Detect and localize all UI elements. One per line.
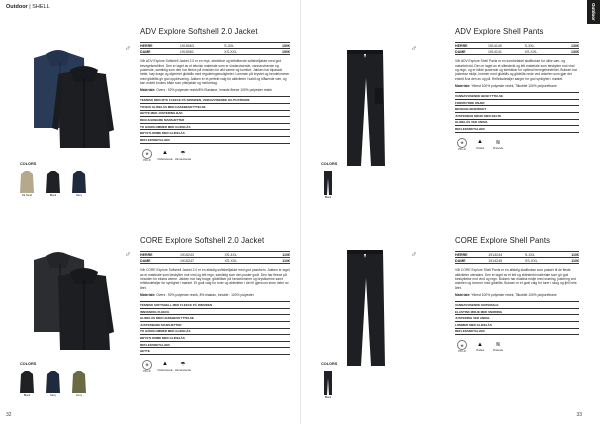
section-header	[6, 4, 50, 10]
feature-item: TEKNISK MED MYK FLEECE PÅ INNSIDEN, VINDAVVISENDE OG PUSTENDE	[140, 96, 290, 103]
sku-code: 1915061	[180, 49, 224, 55]
product-title: CORE Explore Softshell 2.0 Jacket	[140, 236, 265, 245]
sku-code: 1915247	[180, 258, 225, 264]
product-card-p4	[455, 236, 579, 353]
right-page	[300, 0, 600, 424]
feature-item: VANNAVVISENDE BESKYTTELSE	[455, 92, 579, 99]
feature-item: REFLEKSDETALJER	[455, 328, 579, 336]
feature-item: BEVEGELSESFRIHET	[455, 105, 579, 112]
feature-item: TO HÅNDLOMMER MED GLIDELÅS	[140, 328, 290, 335]
color-name: Black	[23, 394, 31, 397]
feature-item: TOVEIS GLIDELÅS MED HAKEBESKYTTELSE	[140, 103, 290, 110]
sku-table	[455, 42, 579, 55]
product-description: Vår ADV Explore Shell Pants er en komfortabel skallbukse for ulike vær- og naturforhold. Den er laget av et slitesterkt og lett materiale som beskytter mot vind og regn, og er både pustende og strekkbar for optimal bevegelsesfrihet. Buksen har justerbar midje, lommer med glidelås og glidelås nede ved ankelen som gjør det enkelt å ta den av og på. Refleksdetaljer sørger for god synlighet i mørket.	[455, 59, 578, 81]
color-name: Army	[75, 394, 83, 397]
sku-price: 110€	[559, 258, 580, 264]
pfc-free-icon: ❀ PFC-fri	[455, 340, 469, 353]
feature-item: TEKNISK SOFTSHELL MED FLEECE PÅ INNSIDEN	[140, 301, 290, 308]
sku-gender: HERRE	[140, 252, 180, 258]
color-swatch[interactable]	[70, 170, 88, 197]
product-title: CORE Explore Shell Pants	[455, 236, 551, 245]
sku-price: 150€	[265, 49, 290, 55]
feature-item: JUSTERBARE MANSJETTER	[140, 321, 290, 328]
header-separator: |	[29, 4, 31, 10]
sku-sizes: S-3XL	[525, 43, 558, 49]
windproof-icon: ▲ Vindtett	[475, 341, 485, 353]
color-swatch[interactable]	[323, 170, 333, 199]
icon-caption: PFC-fri	[143, 369, 151, 373]
sku-sizes: XS-4XL	[225, 252, 266, 258]
icon-caption: Vannavvisende	[174, 157, 192, 161]
swatch-pants-black	[323, 370, 333, 396]
side-tab[interactable]: Outdoor	[587, 0, 600, 24]
icon-caption: Vindtett	[475, 349, 485, 353]
sku-sizes: XS-XXL	[225, 258, 266, 264]
feature-list	[140, 301, 290, 355]
sku-price: 130€	[558, 43, 579, 49]
sku-code: 1915063	[180, 43, 224, 49]
swatch-pants-black	[323, 170, 333, 196]
gender-icon: ♂	[125, 44, 131, 53]
swatch-jacket-navy	[44, 370, 62, 394]
sku-price: 130€	[558, 49, 579, 55]
feature-item: BRYSTLOMME MED GLIDELÅS	[140, 334, 290, 341]
product-material	[140, 88, 290, 92]
material-label: Materiale:	[455, 83, 471, 88]
sku-row	[455, 49, 579, 55]
product-image-adv-softshell-jacket	[26, 48, 122, 152]
product-description: Vår CORE Explore Softshell Jacket 2.0 er en allsidig softshelljakke med god passform. Jakken er laget av et materiale som beskytter mot vind og lett regn, samtidig som den puster godt. Den har fleece på innsiden for ekstra varme. Jakken har høy krage, glidelåser på hendelommer og brystlomme samt refleksdetaljer for synlighet i mørket. Et godt valg for turer og aktiviteter i det fri gjennom store deler av året.	[140, 268, 290, 290]
colors-label: COLORS	[20, 162, 37, 166]
sku-code: 1914140	[488, 43, 525, 49]
sku-code: 1914141	[488, 49, 525, 55]
feature-list	[455, 92, 579, 133]
feature-item: BRYSTLOMME MED GLIDELÅS	[140, 129, 290, 136]
product-card-p2	[455, 27, 579, 151]
material-text: Overs : 92% polyester resirk/8% Elastane, Innside fleece 100% polyester resirk	[156, 88, 272, 93]
breathable-icon: ≋ Pustende	[492, 139, 504, 150]
sku-price: 110€	[265, 258, 290, 264]
gender-icon: ♂	[411, 44, 417, 53]
feature-icons	[140, 360, 290, 373]
feature-item: ELASTISK MIDJE MED SNØRING	[455, 308, 579, 315]
feature-item: GLIDELÅS VED ANKEL	[455, 119, 579, 126]
swatch-jacket-dk-sand	[18, 170, 36, 194]
waterproof-icon: ☂ Vannavvisende	[174, 361, 192, 372]
icon-caption: PFC-fri	[458, 147, 466, 151]
color-swatch[interactable]	[18, 170, 36, 197]
product-card-p1	[140, 27, 290, 162]
product-material	[455, 84, 579, 88]
icon-caption: Vindtett	[475, 146, 485, 150]
sku-gender: HERRE	[140, 43, 180, 49]
windproof-icon: ▲ Vindtett	[475, 139, 485, 150]
color-name: Black	[324, 196, 332, 199]
icon-caption: Vindavvisende	[157, 157, 173, 161]
sku-row	[455, 258, 579, 264]
product-image-core-shell-pants	[341, 248, 401, 368]
sku-row	[140, 258, 290, 264]
sku-code: 1914244	[488, 252, 525, 258]
sku-sizes: XS-XXL	[525, 258, 559, 264]
icon-caption: Pustende	[492, 146, 504, 150]
color-name: Navy	[50, 394, 56, 397]
section-subname: SHELL	[32, 4, 50, 10]
icon-caption: Pustende	[492, 349, 504, 353]
color-name: Black	[49, 194, 57, 197]
sku-gender: HERRE	[455, 43, 488, 49]
icon-caption: PFC-fri	[458, 350, 466, 354]
page-number: 32	[6, 412, 12, 418]
material-label: Materiale:	[455, 292, 471, 297]
feature-item: FORMSYDDE KNÆR	[455, 99, 579, 106]
icon-caption: PFC-fri	[143, 158, 151, 162]
windproof-icon: ▲ Vindavvisende	[157, 150, 173, 161]
product-description: Vår CORE Explore Shell Pants er en allsidig skallbukse som passer til de fleste aktiviteter utendørs. Den er laget av et lett og slitesterkt materiale som gir god beskyttelse mot vind og regn. Buksen har elastisk midje med snøring, justering ved ankelen og lommer med glidelås. Buksen er et godt valg for turer i skog og fjell hele året.	[455, 268, 577, 290]
feature-icons	[140, 149, 290, 162]
sku-gender: DAME	[455, 49, 488, 55]
feature-icons	[455, 340, 579, 353]
gender-icon: ♂	[411, 250, 417, 259]
breathable-icon: ≋ Pustende	[492, 342, 504, 353]
feature-item: JUSTERBAR MIDJE MED BELTE	[455, 112, 579, 119]
pfc-free-icon: ❀ PFC-fri	[140, 149, 154, 162]
feature-item: HETTE	[140, 347, 290, 355]
feature-item: VANNAVVISENDE MATERIALE	[455, 301, 579, 308]
swatch-jacket-navy	[70, 170, 88, 194]
pfc-free-icon: ❀ PFC-fri	[140, 360, 154, 373]
icon-caption: Vindavvisende	[157, 368, 173, 372]
sku-table	[455, 251, 579, 264]
sku-gender: DAME	[140, 49, 180, 55]
feature-item: INNVENDIG FLEECE	[140, 308, 290, 315]
sku-row	[140, 49, 290, 55]
color-swatch[interactable]	[44, 370, 62, 397]
windproof-icon: ▲ Vindavvisende	[157, 361, 173, 372]
sku-table	[140, 42, 290, 55]
sku-sizes: XS-XXL	[525, 49, 558, 55]
gender-icon: ♂	[125, 250, 131, 259]
sku-price: 150€	[265, 43, 290, 49]
pfc-free-icon: ❀ PFC-fri	[455, 138, 469, 151]
material-text: Ytterst 100% polyester resirk, Tilkoblet 100% polyurethane	[471, 292, 557, 297]
sku-gender: DAME	[140, 258, 180, 264]
feature-item: LOMMER MED GLIDELÅS	[455, 321, 579, 328]
feature-item: JUSTERING VED ANKEL	[455, 314, 579, 321]
sku-code: 1915243	[180, 252, 225, 258]
feature-list	[455, 301, 579, 335]
product-image-adv-shell-pants	[341, 48, 401, 168]
sku-table	[140, 251, 290, 264]
waterproof-icon: ☂ Vannavvisende	[174, 150, 192, 161]
color-swatch[interactable]	[44, 170, 62, 197]
feature-item: TO HÅNDLOMMER MED GLIDELÅS	[140, 123, 290, 130]
swatch-jacket-black	[18, 370, 36, 394]
icon-caption: Vannavvisende	[174, 368, 192, 372]
material-text: Ytterst 100% polyester resirk, Tilkoblet 100% polyurethane	[471, 83, 557, 88]
feature-item: GLIDELÅS MED HAKEBESKYTTELSE	[140, 314, 290, 321]
sku-price: 110€	[559, 252, 580, 258]
sku-price: 110€	[265, 252, 290, 258]
swatch-jacket-black	[44, 170, 62, 194]
material-text: Overs : 92% polyester resirk, 8% elastan, Innside : 100% polyester	[156, 292, 254, 297]
feature-item: REFLEKSDETALJER	[140, 341, 290, 348]
color-swatch[interactable]	[70, 370, 88, 397]
feature-item: REFLEKSDETALJER	[140, 136, 290, 144]
color-name: Navy	[76, 194, 82, 197]
product-card-p3	[140, 236, 290, 373]
feature-list	[140, 96, 290, 143]
page-number: 33	[576, 412, 582, 418]
sku-sizes: XS-XXL	[224, 49, 265, 55]
product-material	[455, 293, 579, 297]
product-image-core-softshell-jacket	[26, 250, 122, 354]
feature-item: REFLEKSDETALJER	[455, 125, 579, 133]
color-swatch[interactable]	[18, 370, 36, 397]
feature-icons	[455, 138, 579, 151]
color-name: Dk Sand	[22, 194, 32, 197]
sku-code: 1914245	[488, 258, 525, 264]
colors-label: COLORS	[321, 162, 338, 166]
colors-label: COLORS	[20, 362, 37, 366]
section-name: Outdoor	[6, 4, 28, 10]
feature-item: HETTE MED JUSTERING BAK	[140, 110, 290, 117]
color-name: Black	[324, 396, 332, 399]
material-label: Materiale:	[140, 88, 156, 93]
sku-sizes: S-3XL	[525, 252, 559, 258]
product-description: Vår ADV Explore Softshell Jacket 2.0 er en myk, strekkbar og tettsittende softshelljakke med god bevegelsesfrihet. Den er laget av et teknisk materiale som er vindavvisende, vannavvisende og pustende, samtidig som den har fleece på innsiden for økt varme og komfort. Jakken har tilpasset hette, høy krage og skjermet glidelås med reguleringsmuligheter. Lommen på brystet og hendelommer med glidelås gir god oppbevaring. Jakken er et perfekt valg for aktiviteter i kaldt og blåsende vær, og kan enkelt brukes både som ytterjakke og mellomlag.	[140, 59, 290, 85]
product-material	[140, 293, 290, 297]
sku-gender: DAME	[455, 258, 488, 264]
sku-gender: HERRE	[455, 252, 488, 258]
sku-sizes: S-3XL	[224, 43, 265, 49]
material-label: Materiale:	[140, 292, 156, 297]
product-title: ADV Explore Softshell 2.0 Jacket	[140, 27, 258, 36]
color-swatch[interactable]	[323, 370, 333, 399]
swatch-jacket-army	[70, 370, 88, 394]
colors-label: COLORS	[321, 362, 338, 366]
product-title: ADV Explore Shell Pants	[455, 27, 544, 36]
feature-item: REGULERBARE MANSJETTER	[140, 116, 290, 123]
